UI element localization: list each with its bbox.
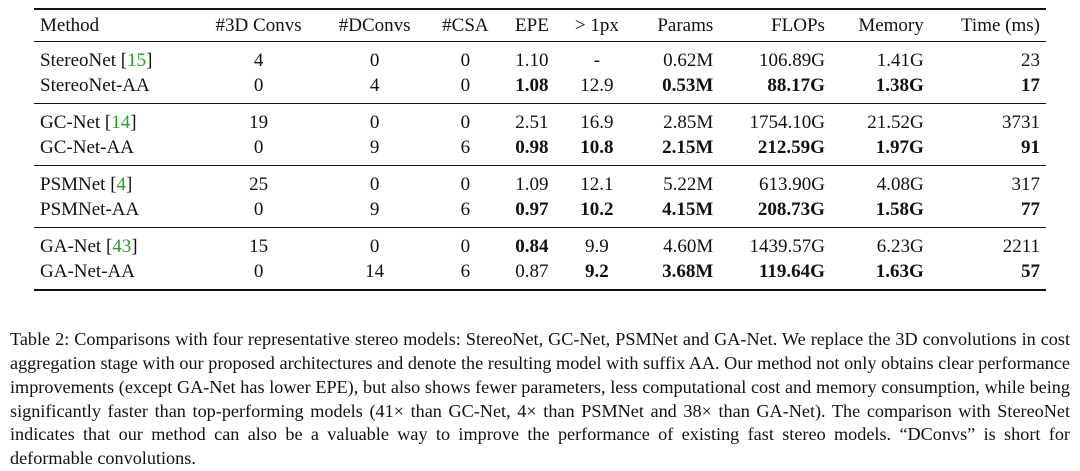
comparison-table-wrapper [34,8,1046,291]
table-group [34,104,1046,166]
method-cell: GA-Net [43] [40,235,138,257]
table-row [34,135,1046,166]
time-cell: 17 [1021,74,1040,96]
dconvs-cell: 14 [365,260,385,282]
method-name: GC-Net [40,111,101,133]
method-cell: StereoNet [15] [40,49,153,71]
csa-cell: 0 [460,173,471,195]
method-cell [34,259,196,290]
table-row [34,166,1046,198]
memory-cell: 6.23G [876,235,924,257]
gt-1px-cell: - [593,49,601,71]
table-caption: Table 2: Comparisons with four representative stereo models: StereoNet, GC-Net, PSMNet and GA-Net. We replace the 3D convolutions in cost aggregation stage with our proposed architectures and denote the resulting model with suffix AA. Our method not only obtains clear performance improvements (except GA-Net has lower EPE), but also shows fewer parameters, less computational cost and memory consumption, while being significantly faster than top-performing models (41× than GC-Net, 4× than PSMNet and 38× than GA-Net). The comparison with StereoNet indicates that our method can also be a valuable way to improve the performance of existing fast stereo models. “DConvs” is short for deformable convolutions. [10,329,1070,469]
params-cell: 2.85M [663,111,714,133]
dconvs-cell: 0 [369,49,380,71]
table-row [34,73,1046,104]
table-row [34,228,1046,260]
gt-1px-cell: 9.9 [584,235,609,257]
time-cell: 2211 [1002,235,1040,257]
method-name: GA-Net-AA [40,260,135,282]
memory-cell: 1.97G [875,136,924,158]
epe-cell: 0.98 [515,136,549,158]
csa-cell: 0 [460,74,471,96]
table-group [34,166,1046,228]
header-flops: FLOPs [771,14,825,36]
time-cell: 57 [1021,260,1040,282]
params-cell: 4.60M [663,235,714,257]
header-row [34,9,1046,42]
method-cell [34,135,196,166]
header-dconvs: #DConvs [338,14,411,36]
gt-1px-cell: 10.2 [580,198,614,220]
3d-convs-cell: 15 [249,235,269,257]
header-method: Method [40,14,100,36]
epe-cell: 1.08 [515,74,549,96]
memory-cell: 4.08G [876,173,924,195]
header-epe: EPE [515,14,549,36]
method-cell: GC-Net [14] [40,111,137,133]
gt-1px-cell: 12.9 [580,74,614,96]
epe-cell: 2.51 [515,111,549,133]
method-name: PSMNet [40,173,106,195]
method-name: StereoNet-AA [40,74,150,96]
3d-convs-cell: 19 [249,111,269,133]
table-header [34,9,1046,42]
3d-convs-cell: 0 [253,74,264,96]
params-cell: 5.22M [663,173,714,195]
epe-cell: 0.87 [515,260,549,282]
params-cell: 2.15M [662,136,714,158]
method-name: GC-Net-AA [40,136,134,158]
header-params: Params [657,14,714,36]
comparison-table [34,8,1046,291]
header-3d-convs: #3D Convs [215,14,302,36]
table-group [34,228,1046,291]
dconvs-cell: 4 [369,74,380,96]
dconvs-cell: 9 [369,198,380,220]
header-memory: Memory [858,14,924,36]
memory-cell: 21.52G [867,111,924,133]
citation-link[interactable]: 15 [127,49,147,71]
header-gt-1px: > 1px [574,14,619,36]
time-cell: 91 [1021,136,1040,158]
dconvs-cell: 0 [369,173,380,195]
epe-cell: 0.84 [515,235,549,257]
time-cell: 3731 [1002,111,1040,133]
csa-cell: 6 [460,136,471,158]
citation-link[interactable]: 4 [116,173,127,195]
citation-link[interactable]: 14 [111,111,131,133]
method-cell [34,197,196,228]
table-row [34,104,1046,136]
3d-convs-cell: 25 [249,173,269,195]
method-cell [34,73,196,104]
dconvs-cell: 9 [369,136,380,158]
table-row [34,197,1046,228]
csa-cell: 6 [460,260,471,282]
gt-1px-cell: 10.8 [580,136,614,158]
dconvs-cell: 0 [369,111,380,133]
flops-cell: 119.64G [758,260,825,282]
epe-cell: 1.09 [515,173,549,195]
flops-cell: 88.17G [767,74,825,96]
memory-cell: 1.63G [875,260,924,282]
time-cell: 317 [1011,173,1040,195]
time-cell: 77 [1021,198,1040,220]
memory-cell: 1.41G [876,49,924,71]
flops-cell: 208.73G [757,198,825,220]
csa-cell: 6 [460,198,471,220]
csa-cell: 0 [460,111,471,133]
gt-1px-cell: 16.9 [580,111,614,133]
flops-cell: 613.90G [758,173,825,195]
table-row [34,42,1046,74]
flops-cell: 212.59G [757,136,825,158]
time-cell: 23 [1021,49,1040,71]
epe-cell: 0.97 [515,198,549,220]
memory-cell: 1.38G [875,74,924,96]
flops-cell: 1754.10G [749,111,825,133]
epe-cell: 1.10 [515,49,549,71]
gt-1px-cell: 9.2 [584,260,609,282]
memory-cell: 1.58G [875,198,924,220]
3d-convs-cell: 4 [253,49,264,71]
params-cell: 4.15M [662,198,714,220]
params-cell: 0.62M [663,49,714,71]
table-group [34,42,1046,104]
header-time: Time (ms) [960,14,1040,36]
params-cell: 0.53M [662,74,714,96]
table-row [34,259,1046,290]
csa-cell: 0 [460,235,471,257]
header-csa: #CSA [442,14,489,36]
method-cell: PSMNet [4] [40,173,133,195]
csa-cell: 0 [460,49,471,71]
method-name: GA-Net [40,235,102,257]
3d-convs-cell: 0 [253,260,264,282]
3d-convs-cell: 0 [253,136,264,158]
flops-cell: 1439.57G [749,235,825,257]
flops-cell: 106.89G [758,49,825,71]
citation-link[interactable]: 43 [112,235,132,257]
3d-convs-cell: 0 [253,198,264,220]
method-name: PSMNet-AA [40,198,140,220]
params-cell: 3.68M [662,260,714,282]
dconvs-cell: 0 [369,235,380,257]
gt-1px-cell: 12.1 [580,173,614,195]
method-name: StereoNet [40,49,116,71]
